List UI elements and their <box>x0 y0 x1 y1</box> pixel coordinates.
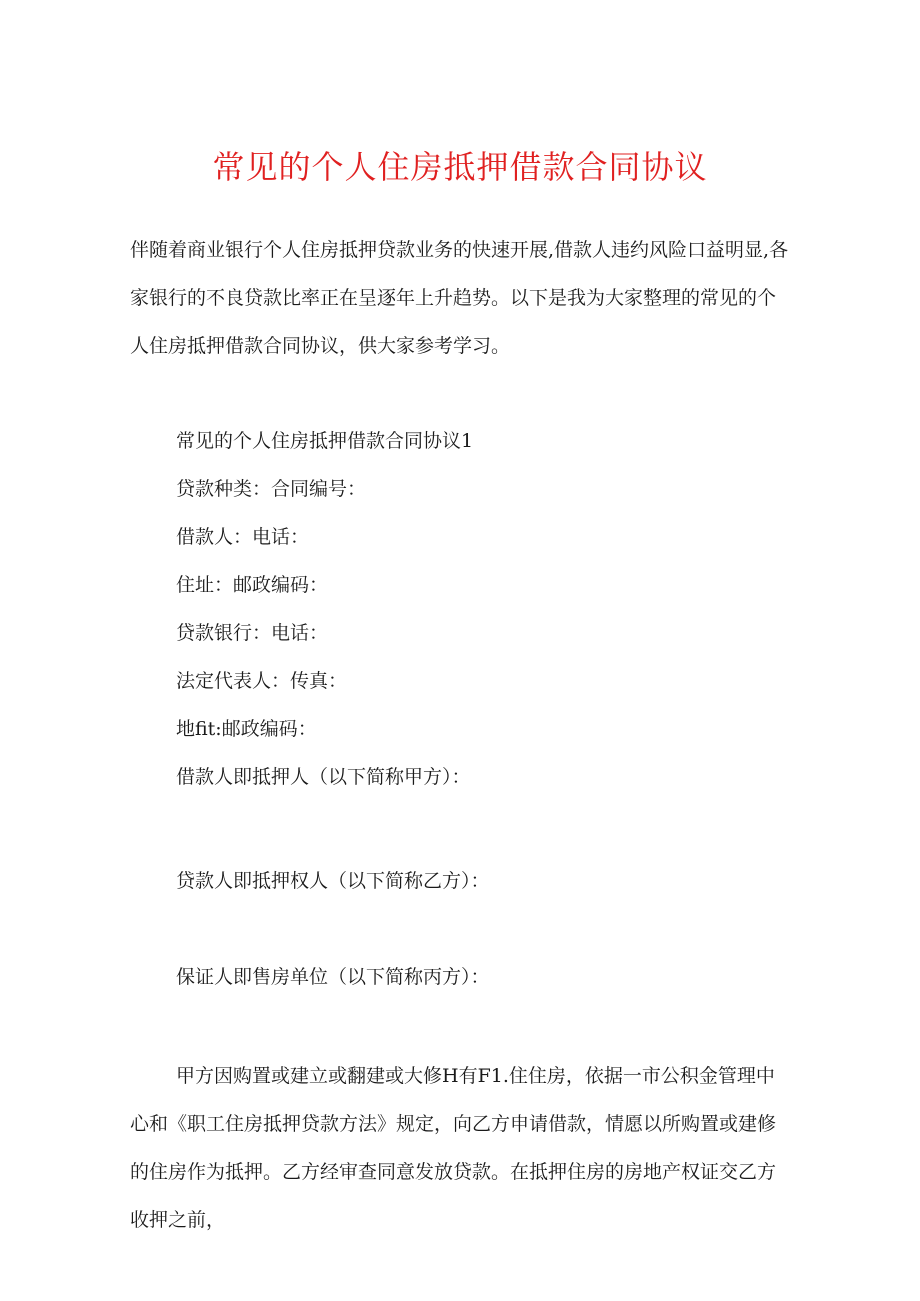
party-b-line: 贷款人即抵押权人（以下简称乙方）： <box>176 870 490 892</box>
contract-heading: 常见的个人住房抵押借款合同协议1 <box>176 430 474 452</box>
address2-line: 地fit:邮政编码： <box>176 718 317 740</box>
party-a-line: 借款人即抵押人（以下简称甲方）： <box>176 766 471 788</box>
contract-body-paragraph: 甲方因购置或建立或翻建或大修H有F1.住住房，依据一市公积金管理中心和《职工住房抵押贷款方法》规定，向乙方申请借款，情愿以所购置或建修的住房作为抵押。乙方经审查同意发放贷款。在抵押住房的房地产权证交乙方收押之前， <box>130 1065 777 1231</box>
lending-bank-line: 贷款银行：电话： <box>176 622 329 644</box>
intro-paragraph: 伴随着商业银行个人住房抵押贷款业务的快速开展,借款人违约风险口益明显,各家银行的不良贷款比率正在呈逐年上升趋势。以下是我为大家整理的常见的个人住房抵押借款合同协议，供大家参考学习。 <box>130 239 789 357</box>
address-line: 住址：邮政编码： <box>176 574 329 596</box>
legal-rep-line: 法定代表人：传真： <box>176 670 348 692</box>
loan-type-line: 贷款种类：合同编号： <box>176 478 367 500</box>
party-c-line: 保证人即售房单位（以下简称丙方）： <box>176 966 490 988</box>
borrower-line: 借款人：电话： <box>176 526 310 548</box>
document-title: 常见的个人住房抵押借款合同协议 <box>212 148 708 186</box>
